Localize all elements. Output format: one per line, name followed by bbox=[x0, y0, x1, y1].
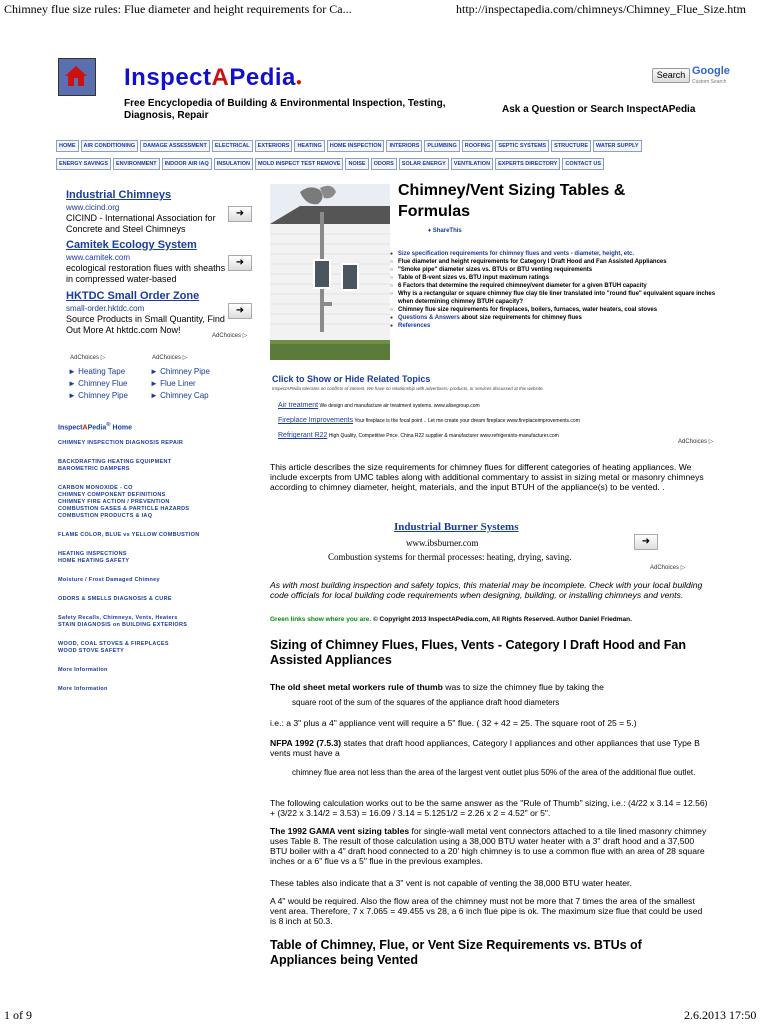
mini-link-list-right bbox=[150, 366, 216, 400]
nav-link[interactable]: HOME bbox=[56, 140, 79, 152]
triangle-icon: ► bbox=[150, 367, 161, 376]
sidebar-link[interactable]: ODORS & SMELLS DIAGNOSIS & CURE bbox=[58, 596, 172, 602]
text-ad-link[interactable]: Air treatment bbox=[278, 402, 319, 409]
search-button[interactable]: Search bbox=[652, 68, 690, 83]
text-ad: Fireplace Improvements Your fireplace is the focal point .. Let me create your dream fireplace www.fireplaceimprovements.com bbox=[278, 417, 580, 424]
paragraph: The old sheet metal workers rule of thumb was to size the chimney flue by taking the bbox=[270, 682, 604, 692]
sidebar-link[interactable]: CHIMNEY COMPONENT DEFINITIONS bbox=[58, 492, 166, 498]
page-title: Chimney/Vent Sizing Tables & Formulas bbox=[398, 182, 626, 220]
copyright-line: Green links show where you are. © Copyright 2013 InspectAPedia.com, All Rights Reserved. Author Daniel Friedman. bbox=[270, 616, 632, 623]
print-url: http://inspectapedia.com/chimneys/Chimney_Flue_Size.htm bbox=[456, 2, 746, 16]
ad-description: CICIND - International Association for Concrete and Steel Chimneys bbox=[66, 213, 216, 234]
section-heading: Table of Chimney, Flue, or Vent Size Requirements vs. BTUs of Appliances being Vented bbox=[270, 938, 642, 967]
disclaimer: As with most building inspection and safety topics, this material may be incomplete. Check with your local building code officials for local building code requirements when designing, building, or installing chimneys and vents. bbox=[270, 580, 703, 600]
ad-link-item[interactable]: ► Heating Tape bbox=[68, 367, 126, 376]
text-ad-link[interactable]: Refrigerant R22 bbox=[278, 432, 328, 439]
paragraph: The 1992 GAMA vent sizing tables for single-wall metal vent connectors attached to a tile lined masonry chimney uses Table 8. The result of those calculation using a 38,000 BTU water heater with a 3" draft hood and a 37,500 BTU boiler with a 4" draft hood connected to a 20' high chimney is to use a common flue with an area of 28 square inches or a 6" flue vs a 5" flue in the previous examples. bbox=[270, 826, 707, 866]
triangle-icon: ► bbox=[150, 391, 161, 400]
adchoices-label[interactable]: AdChoices ▷ bbox=[212, 333, 248, 339]
toc-item[interactable]: ○ Table of B-vent sizes vs. BTU input maximum ratings bbox=[390, 274, 720, 282]
ad-description: Source Products in Small Quantity, Find Out More At hktdc.com Now! bbox=[66, 314, 225, 335]
section-heading: Sizing of Chimney Flues, Flues, Vents - Category I Draft Hood and Fan Assisted Appliances bbox=[270, 638, 687, 667]
sidebar-link[interactable]: CHIMNEY FIRE ACTION / PREVENTION bbox=[58, 499, 170, 505]
ad-title[interactable]: Industrial Burner Systems bbox=[394, 521, 519, 533]
ad-title[interactable]: Camitek Ecology System bbox=[66, 239, 197, 251]
adchoices-icon: ▷ bbox=[182, 355, 188, 361]
ad-go-button[interactable] bbox=[228, 206, 252, 222]
triangle-icon: ► bbox=[68, 379, 79, 388]
paragraph: NFPA 1992 (7.5.3) states that draft hood appliances, Category I appliances and other appliances that use Type B vents must have a bbox=[270, 738, 700, 758]
mini-link-list-left bbox=[68, 366, 134, 400]
nav-link[interactable]: INSULATION bbox=[214, 158, 253, 170]
text-ad-link[interactable]: Fireplace Improvements bbox=[278, 417, 354, 424]
nav-link[interactable]: INTERIORS bbox=[386, 140, 422, 152]
nav-link[interactable]: ENERGY SAVINGS bbox=[56, 158, 111, 170]
ask-question-heading: Ask a Question or Search InspectAPedia bbox=[502, 104, 696, 115]
ad-description: ecological restoration flues with sheaths in compressed water-based bbox=[66, 263, 226, 284]
ad-link-item[interactable]: ► Chimney Pipe bbox=[68, 391, 128, 400]
nav-row-1 bbox=[56, 140, 668, 152]
adchoices-icon: ▷ bbox=[708, 439, 714, 445]
toc-item[interactable]: ● Questions & Answers about size requirements for chimney flues bbox=[390, 314, 720, 322]
print-datetime: 2.6.2013 17:50 bbox=[684, 1008, 757, 1022]
arrow-right-icon: ➜ bbox=[641, 536, 651, 547]
triangle-icon: ► bbox=[68, 367, 79, 376]
ad-go-button[interactable] bbox=[634, 534, 658, 550]
ad-url[interactable]: www.camitek.com bbox=[66, 253, 131, 262]
ad-link-item[interactable]: ► Flue Liner bbox=[150, 379, 196, 388]
nav-link[interactable]: INDOOR AIR IAQ bbox=[162, 158, 212, 170]
site-brand[interactable]: InspectAPedia● bbox=[124, 64, 303, 91]
ad-link-item[interactable]: ► Chimney Pipe bbox=[150, 367, 210, 376]
nav-link[interactable]: DAMAGE ASSESSMENT bbox=[140, 140, 210, 152]
related-topics-note: InspectAPedia tolerates no conflicts of interest. We have no relationship with advertisers, products, or services discussed at this website. bbox=[272, 386, 544, 391]
sidebar-link[interactable]: COMBUSTION PRODUCTS & IAQ bbox=[58, 513, 153, 519]
ad-url[interactable]: www.cicind.org bbox=[66, 203, 120, 212]
sidebar-link[interactable]: FLAME COLOR, BLUE vs YELLOW COMBUSTION bbox=[58, 532, 200, 538]
toc-item[interactable]: ● Size specification requirements for chimney flues and vents - diameter, height, etc. bbox=[390, 250, 720, 258]
nav-link[interactable]: ODORS bbox=[371, 158, 397, 170]
arrow-right-icon: ➜ bbox=[235, 208, 245, 219]
chimney-photo bbox=[270, 184, 390, 360]
print-page-number: 1 of 9 bbox=[4, 1008, 32, 1022]
nav-link[interactable]: PLUMBING bbox=[424, 140, 459, 152]
toc-item[interactable]: ○ Flue diameter and height requirements for Category I Draft Hood and Fan Assisted Appliances bbox=[390, 258, 720, 266]
nav-link[interactable]: WATER SUPPLY bbox=[593, 140, 641, 152]
nav-row-2 bbox=[56, 158, 668, 170]
nav-link[interactable]: ENVIRONMENT bbox=[113, 158, 160, 170]
table-of-contents bbox=[390, 250, 720, 330]
nav-link[interactable]: STRUCTURE bbox=[551, 140, 591, 152]
indented-quote: chimney flue area not less than the area of the largest vent outlet plus 50% of the area of the additional flue outlet. bbox=[292, 768, 696, 777]
sidebar-link[interactable]: Moisture / Frost Damaged Chimney bbox=[58, 577, 160, 583]
nav-link[interactable]: AIR CONDITIONING bbox=[81, 140, 139, 152]
adchoices-icon: ▷ bbox=[100, 355, 106, 361]
sidebar-link[interactable]: HEATING INSPECTIONS bbox=[58, 551, 127, 557]
sidebar-link[interactable]: WOOD STOVE SAFETY bbox=[58, 648, 125, 654]
house-icon bbox=[64, 64, 88, 88]
ad-go-button[interactable] bbox=[228, 255, 252, 271]
ad-title[interactable]: HKTDC Small Order Zone bbox=[66, 290, 200, 302]
ad-url[interactable]: www.ibsburner.com bbox=[406, 538, 479, 548]
sidebar-link[interactable]: HOME HEATING SAFETY bbox=[58, 558, 130, 564]
ad-link-item[interactable]: ► Chimney Cap bbox=[150, 391, 209, 400]
adchoices-label[interactable]: AdChoices ▷ bbox=[70, 355, 106, 361]
nav-link[interactable]: MOLD INSPECT TEST REMOVE bbox=[255, 158, 344, 170]
arrow-right-icon: ➜ bbox=[235, 257, 245, 268]
triangle-icon: ► bbox=[68, 391, 79, 400]
sidebar-link[interactable]: STAIN DIAGNOSIS on BUILDING EXTERIORS bbox=[58, 622, 188, 628]
sidebar-link[interactable]: More Information bbox=[58, 667, 108, 673]
print-page-title: Chimney flue size rules: Flue diameter and height requirements for Ca... bbox=[4, 2, 352, 16]
sidebar-link[interactable]: CARBON MONOXIDE - CO bbox=[58, 485, 133, 491]
nav-link[interactable]: CONTACT US bbox=[562, 158, 604, 170]
nav-link[interactable]: VENTILATION bbox=[451, 158, 493, 170]
triangle-icon: ► bbox=[150, 379, 161, 388]
text-ad: Air treatment We design and manufacture air treatment systems. www.alisegroup.com bbox=[278, 402, 480, 409]
nav-link[interactable]: NOISE bbox=[345, 158, 368, 170]
sidebar-link[interactable]: More Information bbox=[58, 686, 108, 692]
ad-link-item[interactable]: ► Chimney Flue bbox=[68, 379, 128, 388]
sidebar-link[interactable]: Safety Recalls, Chimneys, Vents, Heaters bbox=[58, 615, 178, 621]
ad-url[interactable]: small-order.hktdc.com bbox=[66, 304, 145, 313]
nav-link[interactable]: HEATING bbox=[294, 140, 324, 152]
nav-link[interactable]: EXTERIORS bbox=[255, 140, 293, 152]
sidebar-home-link[interactable]: InspectAPedia® Home bbox=[58, 422, 132, 432]
sidebar-link[interactable]: BAROMETRIC DAMPERS bbox=[58, 466, 130, 472]
nav-link[interactable]: HOME INSPECTION bbox=[327, 140, 385, 152]
sidebar-link[interactable]: WOOD, COAL STOVES & FIREPLACES bbox=[58, 641, 169, 647]
indented-quote: square root of the sum of the squares of the appliance draft hood diameters bbox=[292, 698, 560, 707]
share-icon: ♦ bbox=[428, 228, 432, 234]
sidebar-link[interactable]: CHIMNEY INSPECTION DIAGNOSIS REPAIR bbox=[58, 440, 184, 446]
sidebar-link[interactable]: COMBUSTION GASES & PARTICLE HAZARDS bbox=[58, 506, 190, 512]
toc-item[interactable]: ○ Why is a rectangular or square chimney flue clay tile liner translated into "round flue" equivalent square inches when determining chimney BTUH capacity? bbox=[390, 290, 720, 306]
ad-go-button[interactable] bbox=[228, 303, 252, 319]
adchoices-icon: ▷ bbox=[242, 333, 248, 339]
nav-link[interactable]: EXPERTS DIRECTORY bbox=[495, 158, 560, 170]
toc-item[interactable]: ○ Chimney flue size requirements for fireplaces, boilers, furnaces, water heaters, coal stoves bbox=[390, 306, 720, 314]
toc-item[interactable]: ○ "Smoke pipe" diameter sizes vs. BTUs or BTU venting requirements bbox=[390, 266, 720, 274]
ad-title[interactable]: Industrial Chimneys bbox=[66, 189, 172, 201]
nav-link[interactable]: SEPTIC SYSTEMS bbox=[495, 140, 549, 152]
sidebar-link[interactable]: BACKDRAFTING HEATING EQUIPMENT bbox=[58, 459, 172, 465]
intro-paragraph: This article describes the size requirements for chimney flues for different categories of heating appliances. We include excerpts from UMC tables along with additional commentary to assist in sizing metal or masonry chimneys according to chimney diameter, height, materials, and the input BTUH of the appliance(s) to be vented. . bbox=[270, 462, 704, 492]
site-tagline: Free Encyclopedia of Building & Environmental Inspection, Testing, Diagnosis, Repair bbox=[124, 98, 446, 121]
google-logo: Google Custom Search bbox=[692, 65, 730, 85]
adchoices-icon: ▷ bbox=[680, 565, 686, 571]
nav-link[interactable]: ELECTRICAL bbox=[212, 140, 253, 152]
adchoices-label[interactable]: AdChoices ▷ bbox=[678, 439, 714, 445]
ad-description: Combustion systems for thermal processes: heating, drying, saving. bbox=[328, 552, 572, 562]
nav-link[interactable]: SOLAR ENERGY bbox=[399, 158, 449, 170]
nav-link[interactable]: ROOFING bbox=[462, 140, 494, 152]
adchoices-label[interactable]: AdChoices ▷ bbox=[650, 565, 686, 571]
toc-item[interactable]: ○ 6 Factors that determine the required chimney/vent diameter for a given BTUH capacity bbox=[390, 282, 720, 290]
adchoices-label[interactable]: AdChoices ▷ bbox=[152, 355, 188, 361]
related-topics-toggle[interactable]: Click to Show or Hide Related Topics bbox=[272, 374, 431, 384]
paragraph: i.e.: a 3" plus a 4" appliance vent will require a 5" flue. ( 32 + 42 = 25. The square root of 25 = 5.) bbox=[270, 718, 637, 728]
paragraph: The following calculation works out to be the same answer as the "Rule of Thumb" sizing, i.e.: (4/22 x 3.14 = 12.56) + (3/22 x 3.14/2 = 3.53) = 16.09 / 3.14 = 5.1251/2 = 2.26 x 2 = 4.52" or 5". bbox=[270, 798, 708, 818]
sharethis-link[interactable]: ♦ ShareThis bbox=[428, 228, 462, 234]
toc-item[interactable]: ● References bbox=[390, 322, 720, 330]
paragraph: A 4" would be required. Also the flow area of the chimney must not be more that 7 times the area of the smallest vent area. Therefore, 7 x 7.065 = 49.455 vs 28, a 6 inch flue pipe is ok. The maximum size flue that could be used is 8 inch at 50.3. bbox=[270, 896, 703, 926]
paragraph: These tables also indicate that a 3" vent is not capable of venting the 38,000 BTU water heater. bbox=[270, 878, 632, 888]
arrow-right-icon: ➜ bbox=[235, 305, 245, 316]
text-ad: Refrigerant R22 High Quality, Competitive Price. China R22 supplier & manufacturer www.refrigerants-manufacturer.com bbox=[278, 432, 559, 439]
